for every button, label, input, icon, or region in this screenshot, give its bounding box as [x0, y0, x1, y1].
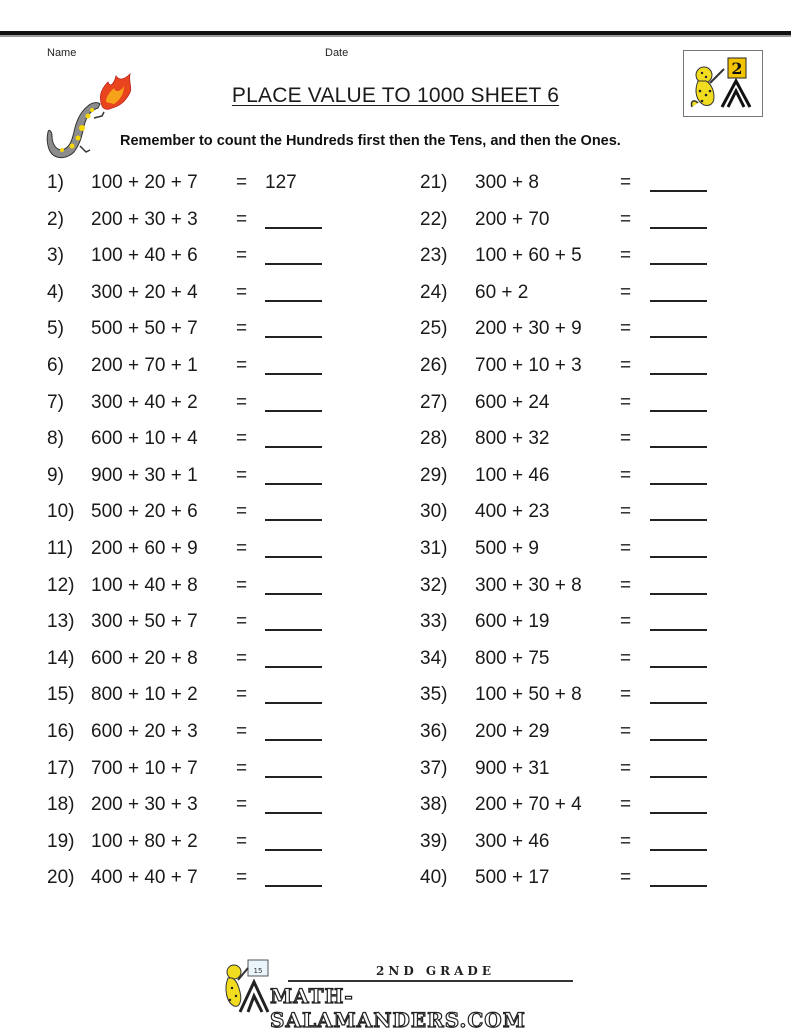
- problem-number: 2): [47, 208, 64, 230]
- problem-row: [420, 351, 750, 381]
- problem-number: 23): [420, 245, 448, 267]
- equals-sign: =: [236, 281, 248, 303]
- problem-number: 32): [420, 574, 448, 596]
- problem-number: 11): [47, 538, 74, 559]
- answer-blank[interactable]: [650, 629, 707, 631]
- name-label: Name: [47, 47, 77, 59]
- grade-badge: [683, 50, 763, 117]
- answer-blank[interactable]: [265, 519, 322, 521]
- equals-sign: =: [620, 684, 632, 706]
- problem-number: 26): [420, 355, 448, 376]
- problem-row: [420, 424, 750, 454]
- equals-sign: =: [620, 574, 632, 596]
- equals-sign: =: [236, 208, 248, 230]
- problem-expression: 600 + 10 + 4: [91, 428, 198, 450]
- answer-blank[interactable]: [650, 483, 707, 485]
- problem-expression: 800 + 10 + 2: [91, 684, 198, 706]
- problem-row: [420, 680, 750, 710]
- equals-sign: =: [620, 867, 632, 889]
- problem-expression: 700 + 10 + 3: [475, 355, 582, 376]
- problem-row: [47, 351, 377, 381]
- problem-row: [420, 497, 750, 527]
- equals-sign: =: [236, 172, 248, 193]
- instruction-text: Remember to count the Hundreds first then the Tens, and then the Ones.: [120, 133, 621, 149]
- problem-number: 10): [47, 501, 75, 523]
- problem-row: [420, 827, 750, 857]
- salamander-easel-icon: [684, 51, 762, 116]
- problem-row: [420, 571, 750, 601]
- equals-sign: =: [620, 172, 632, 193]
- answer-blank[interactable]: [265, 336, 322, 338]
- equals-sign: =: [236, 684, 248, 706]
- answer-blank[interactable]: [650, 263, 707, 265]
- answer-blank[interactable]: [650, 556, 707, 558]
- problem-number: 3): [47, 245, 64, 267]
- problem-expression: 200 + 70 + 4: [475, 794, 582, 816]
- equals-sign: =: [620, 757, 632, 779]
- equals-sign: =: [236, 538, 248, 559]
- problem-expression: 300 + 8: [475, 172, 539, 193]
- title-text: PLACE VALUE TO 1000 SHEET 6: [231, 84, 560, 107]
- equals-sign: =: [620, 538, 632, 559]
- answer-blank[interactable]: [265, 373, 322, 375]
- problem-row: [420, 278, 750, 308]
- problem-row: [47, 388, 377, 418]
- problem-row: [47, 424, 377, 454]
- problem-number: 5): [47, 318, 64, 340]
- problem-row: [47, 571, 377, 601]
- equals-sign: =: [236, 501, 248, 523]
- problem-expression: 700 + 10 + 7: [91, 757, 198, 779]
- top-rule-shadow: [0, 35, 791, 37]
- date-label: Date: [325, 47, 349, 59]
- answer-blank[interactable]: [265, 410, 322, 412]
- problem-row: [47, 168, 377, 198]
- answer-blank[interactable]: [650, 702, 707, 704]
- answer-blank[interactable]: [650, 812, 707, 814]
- equals-sign: =: [236, 574, 248, 596]
- problem-number: 27): [420, 391, 448, 413]
- answer-blank[interactable]: [650, 849, 707, 851]
- footer-salamander-icon: [218, 958, 278, 1014]
- problem-expression: 100 + 46: [475, 464, 550, 486]
- problem-expression: 200 + 70: [475, 208, 550, 230]
- problem-number: 18): [47, 794, 75, 816]
- answer-blank[interactable]: [650, 593, 707, 595]
- problem-number: 38): [420, 794, 448, 816]
- problem-expression: 500 + 20 + 6: [91, 501, 198, 523]
- answer-blank[interactable]: [265, 227, 322, 229]
- problem-expression: 500 + 9: [475, 538, 539, 559]
- problem-row: [420, 241, 750, 271]
- problem-expression: 100 + 40 + 6: [91, 245, 198, 267]
- problem-number: 29): [420, 464, 448, 486]
- equals-sign: =: [620, 647, 632, 669]
- equals-sign: =: [620, 611, 632, 633]
- problem-row: [47, 497, 377, 527]
- equals-sign: =: [620, 794, 632, 816]
- problem-row: [420, 314, 750, 344]
- problem-expression: 800 + 75: [475, 647, 550, 669]
- problem-number: 7): [47, 391, 64, 413]
- problem-row: [47, 680, 377, 710]
- equals-sign: =: [236, 647, 248, 669]
- equals-sign: =: [236, 428, 248, 450]
- problem-row: [420, 168, 750, 198]
- equals-sign: =: [236, 355, 248, 376]
- problem-expression: 100 + 50 + 8: [475, 684, 582, 706]
- equals-sign: =: [620, 208, 632, 230]
- equals-sign: =: [620, 355, 632, 376]
- equals-sign: =: [236, 318, 248, 340]
- problem-expression: 900 + 30 + 1: [91, 464, 198, 486]
- problem-number: 33): [420, 611, 448, 633]
- problem-expression: 100 + 40 + 8: [91, 574, 198, 596]
- answer-blank[interactable]: [650, 666, 707, 668]
- problem-expression: 300 + 30 + 8: [475, 574, 582, 596]
- answer-blank[interactable]: [265, 446, 322, 448]
- problem-number: 36): [420, 721, 448, 742]
- problem-row: [47, 278, 377, 308]
- problem-number: 4): [47, 281, 64, 303]
- equals-sign: =: [236, 245, 248, 267]
- equals-sign: =: [236, 794, 248, 816]
- answer-blank[interactable]: [265, 483, 322, 485]
- problem-expression: 300 + 40 + 2: [91, 391, 198, 413]
- equals-sign: =: [620, 501, 632, 523]
- problem-number: 20): [47, 867, 75, 889]
- footer-rule: [288, 980, 573, 982]
- problem-number: 40): [420, 867, 448, 889]
- answer-blank[interactable]: [650, 227, 707, 229]
- problem-row: [47, 314, 377, 344]
- problem-row: [420, 607, 750, 637]
- problem-number: 16): [47, 721, 75, 742]
- problem-number: 15): [47, 684, 75, 706]
- worksheet-title: [0, 84, 791, 108]
- problem-expression: 600 + 20 + 3: [91, 721, 198, 742]
- problem-number: 13): [47, 611, 75, 633]
- answer-blank[interactable]: [265, 300, 322, 302]
- answer-blank[interactable]: [650, 410, 707, 412]
- problem-expression: 400 + 23: [475, 501, 550, 523]
- problem-row: [47, 790, 377, 820]
- problem-row: [420, 534, 750, 564]
- answer-blank[interactable]: [265, 812, 322, 814]
- problem-row: [47, 863, 377, 893]
- equals-sign: =: [236, 757, 248, 779]
- problem-expression: 200 + 30 + 3: [91, 208, 198, 230]
- problem-expression: 100 + 80 + 2: [91, 830, 198, 852]
- problem-number: 14): [47, 647, 75, 669]
- equals-sign: =: [620, 391, 632, 413]
- footer-site-name: MATH-SALAMANDERS.COM: [270, 984, 526, 1032]
- answer-blank[interactable]: [265, 849, 322, 851]
- problem-number: 21): [420, 172, 448, 193]
- problem-expression: 600 + 20 + 8: [91, 647, 198, 669]
- problem-number: 17): [47, 757, 75, 779]
- problem-expression: 200 + 70 + 1: [91, 355, 198, 376]
- problem-number: 12): [47, 574, 75, 596]
- equals-sign: =: [236, 611, 248, 633]
- problem-expression: 400 + 40 + 7: [91, 867, 198, 889]
- problem-expression: 200 + 29: [475, 721, 550, 742]
- equals-sign: =: [236, 391, 248, 413]
- equals-sign: =: [236, 867, 248, 889]
- problem-expression: 900 + 31: [475, 757, 550, 779]
- problem-number: 19): [47, 830, 75, 852]
- answer-blank[interactable]: [650, 446, 707, 448]
- equals-sign: =: [620, 245, 632, 267]
- problem-number: 22): [420, 208, 448, 230]
- equals-sign: =: [620, 721, 632, 742]
- problem-number: 28): [420, 428, 448, 450]
- answer-blank[interactable]: [650, 336, 707, 338]
- problem-row: [47, 607, 377, 637]
- answer-blank[interactable]: [650, 373, 707, 375]
- answer-blank[interactable]: [265, 263, 322, 265]
- problem-expression: 200 + 30 + 9: [475, 318, 582, 340]
- problem-row: [47, 754, 377, 784]
- problem-row: [47, 717, 377, 747]
- problem-expression: 200 + 60 + 9: [91, 538, 198, 559]
- problem-expression: 500 + 17: [475, 867, 550, 889]
- problem-row: [47, 827, 377, 857]
- problem-expression: 300 + 20 + 4: [91, 281, 198, 303]
- problem-expression: 600 + 24: [475, 391, 550, 413]
- answer-blank[interactable]: [650, 519, 707, 521]
- answer-blank[interactable]: [650, 739, 707, 741]
- problem-row: [420, 644, 750, 674]
- problem-row: [420, 717, 750, 747]
- answer-blank[interactable]: [650, 776, 707, 778]
- problem-row: [420, 863, 750, 893]
- problem-row: [420, 754, 750, 784]
- badge-grade-number: 2: [731, 59, 743, 78]
- problem-number: 31): [420, 538, 448, 559]
- problem-row: [47, 241, 377, 271]
- answer-blank[interactable]: [265, 776, 322, 778]
- footer-grade-label: 2ND GRADE: [376, 964, 495, 978]
- answer-blank[interactable]: [265, 556, 322, 558]
- answer-blank[interactable]: [265, 702, 322, 704]
- problem-number: 35): [420, 684, 448, 706]
- problem-row: [420, 461, 750, 491]
- equals-sign: =: [236, 464, 248, 486]
- problem-row: [47, 205, 377, 235]
- equals-sign: =: [620, 318, 632, 340]
- equals-sign: =: [620, 830, 632, 852]
- answer-blank[interactable]: [265, 629, 322, 631]
- problem-number: 25): [420, 318, 448, 340]
- answer-field[interactable]: 127: [265, 172, 297, 193]
- equals-sign: =: [620, 428, 632, 450]
- problem-number: 1): [47, 172, 64, 193]
- problem-expression: 100 + 20 + 7: [91, 172, 198, 193]
- answer-blank[interactable]: [265, 593, 322, 595]
- problem-row: [47, 534, 377, 564]
- problem-number: 6): [47, 355, 64, 376]
- problem-number: 39): [420, 830, 448, 852]
- footer-logo: [218, 958, 578, 1032]
- problem-number: 30): [420, 501, 448, 523]
- problem-number: 8): [47, 428, 64, 450]
- problem-row: [47, 644, 377, 674]
- problem-expression: 300 + 46: [475, 830, 550, 852]
- problem-row: [420, 205, 750, 235]
- problem-expression: 800 + 32: [475, 428, 550, 450]
- problem-number: 37): [420, 757, 448, 779]
- problem-expression: 500 + 50 + 7: [91, 318, 198, 340]
- problem-number: 24): [420, 281, 448, 303]
- problem-expression: 200 + 30 + 3: [91, 794, 198, 816]
- equals-sign: =: [236, 830, 248, 852]
- problem-row: [420, 790, 750, 820]
- equals-sign: =: [620, 281, 632, 303]
- answer-blank[interactable]: [265, 739, 322, 741]
- equals-sign: =: [620, 464, 632, 486]
- equals-sign: =: [236, 721, 248, 742]
- problem-expression: 60 + 2: [475, 281, 529, 303]
- svg-text:15: 15: [253, 967, 263, 975]
- problem-row: [420, 388, 750, 418]
- problem-row: [47, 461, 377, 491]
- answer-blank[interactable]: [650, 190, 707, 192]
- problem-expression: 600 + 19: [475, 611, 550, 633]
- problem-number: 34): [420, 647, 448, 669]
- problem-expression: 300 + 50 + 7: [91, 611, 198, 633]
- answer-blank[interactable]: [265, 885, 322, 887]
- problem-expression: 100 + 60 + 5: [475, 245, 582, 267]
- answer-blank[interactable]: [650, 885, 707, 887]
- answer-blank[interactable]: [265, 666, 322, 668]
- answer-blank[interactable]: [650, 300, 707, 302]
- problem-number: 9): [47, 464, 64, 486]
